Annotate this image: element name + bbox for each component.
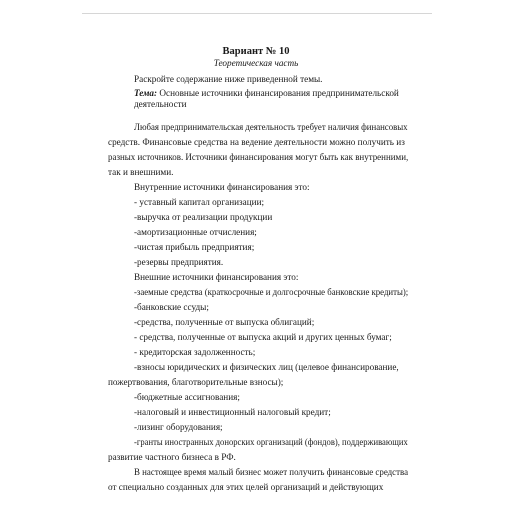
external-item: - средства, полученные от выпуска акций и других ценных бумаг; [134,332,392,342]
closing-line-1: В настоящее время малый бизнес может получить финансовые средства [134,467,409,477]
intro-line-1: Любая предпринимательская деятельность требует наличия финансовых [134,122,408,132]
external-item: -налоговый и инвестиционный налоговый кредит; [134,407,331,417]
internal-item: -резервы предприятия. [134,257,224,267]
topic-line [134,88,399,99]
external-item: -лизинг оборудования; [134,422,223,432]
topic-label: Тема: [134,88,158,98]
task-instruction: Раскройте содержание ниже приведенной темы. [134,74,323,84]
external-item: развитие частного бизнеса в РФ. [108,452,236,462]
intro-line-2: средств. Финансовые средства на ведение деятельности можно получить из [108,137,405,147]
external-item: -гранты иностранных донорских организаций (фондов), поддерживающих [134,437,408,447]
external-item: -средства, полученные от выпуска облигаций; [134,317,315,327]
document-title: Вариант № 10 [222,46,290,57]
external-item: пожертвования, благотворительные взносы); [108,377,284,387]
internal-item: -чистая прибыль предприятия; [134,242,255,252]
external-item: -заемные средства (краткосрочные и долгосрочные банковские кредиты); [134,287,409,297]
document-subtitle: Теоретическая часть [213,58,299,68]
internal-item: -выручка от реализации продукции [134,212,273,222]
external-heading: Внешние источники финансирования это: [134,272,299,282]
topic-text-line2: деятельности [134,99,187,109]
topic-text-line1: Основные источники финансирования предпринимательской [159,88,399,98]
external-item: -бюджетные ассигнования; [134,392,240,402]
intro-line-4: так и внешними. [108,167,174,177]
internal-heading: Внутренние источники финансирования это: [134,182,310,192]
intro-line-3: разных источников. Источники финансирования могут быть как внутренними, [108,152,409,162]
external-item: -банковские ссуды; [134,302,209,312]
external-item: - кредиторская задолженность; [134,347,256,357]
internal-item: - уставный капитал организации; [134,197,265,207]
page-top-border [82,13,432,14]
closing-line-2: от специально созданных для этих целей организаций и действующих [108,482,384,492]
external-item: -взносы юридических и физических лиц (целевое финансирование, [134,362,399,372]
internal-item: -амортизационные отчисления; [134,227,257,237]
